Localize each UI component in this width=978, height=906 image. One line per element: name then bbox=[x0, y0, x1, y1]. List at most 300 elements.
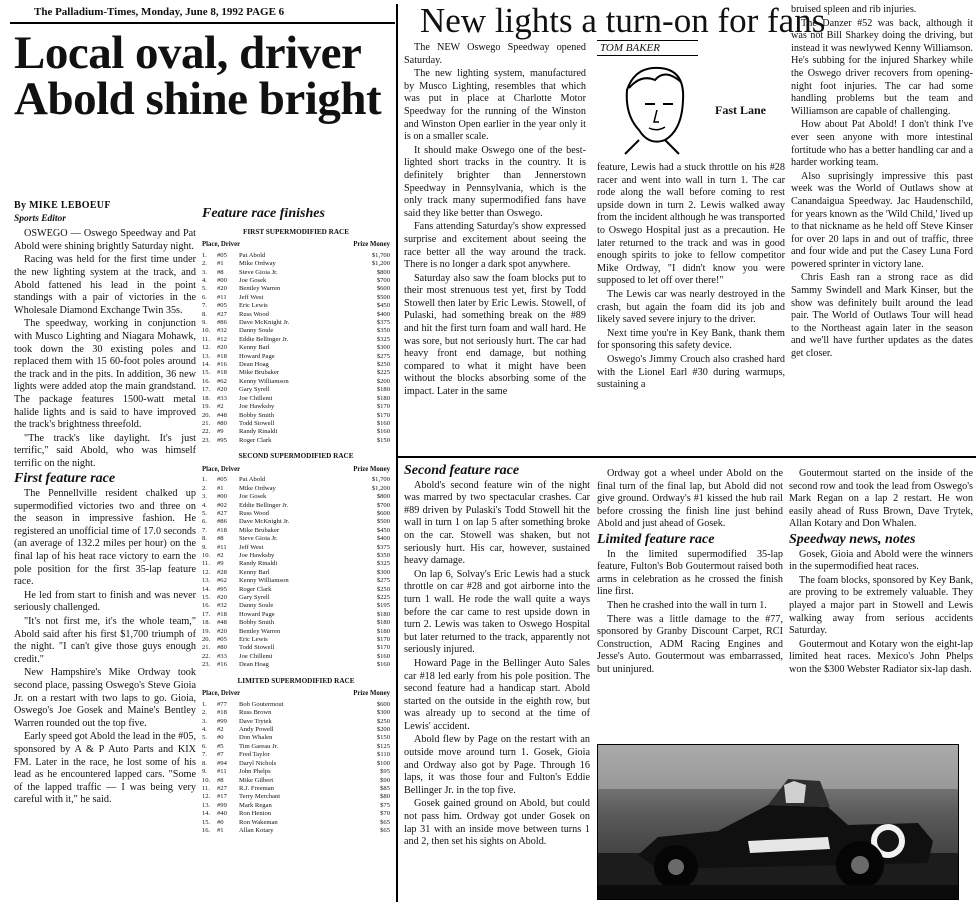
prize-money-cell: $300 bbox=[376, 568, 390, 576]
driver-cell: Allan Kotary bbox=[239, 826, 274, 834]
place-cell: 1. bbox=[202, 700, 207, 708]
subhead-limited-feature: Limited feature race bbox=[597, 531, 715, 547]
place-cell: 7. bbox=[202, 526, 207, 534]
lower-paragraph: Abold's second feature win of the night was marred by two spectacular crashes. Car #89 driven by Pulaski's Todd Stowell hit the wall in turn 1 on lap 5 after something broke on the car. Stowell was shaken, but not seriously hurt. His car, however, sustained heavy damage. bbox=[404, 479, 590, 567]
prize-money-cell: $400 bbox=[376, 535, 390, 543]
place-cell: 10. bbox=[202, 327, 211, 335]
table-row bbox=[202, 269, 390, 277]
car-number-cell: #48 bbox=[217, 619, 227, 627]
driver-cell: Kenny Barl bbox=[239, 344, 270, 352]
lower-paragraph: There was a little damage to the #77, sponsored by Granby Discount Carpet, RCI Construction, ADM Racing Engines and Jesse's Auto. Goutermout was embarrassed, but uninjured. bbox=[597, 613, 783, 675]
driver-cell: Joe Chillemi bbox=[239, 652, 273, 660]
table-row bbox=[202, 294, 390, 302]
lower-paragraph: Howard Page in the Bellinger Auto Sales car #18 led early from his pole position. The second feature had a handicap start. Abold started on the outside in the eighth row, but was already up to second at the time of Lewis' accident. bbox=[404, 657, 590, 732]
place-cell: 2. bbox=[202, 709, 207, 717]
prize-money-cell: $225 bbox=[376, 594, 390, 601]
place-cell: 22. bbox=[202, 652, 211, 660]
driver-cell: Todd Stowell bbox=[239, 644, 275, 652]
prize-money-cell: $250 bbox=[376, 361, 390, 369]
masthead: The Palladium-Times, Monday, June 8, 1992 PAGE 6 bbox=[34, 6, 285, 18]
car-number-cell: #27 bbox=[217, 310, 227, 318]
car-number-cell: #20 bbox=[217, 386, 227, 394]
driver-cell: Ron Henion bbox=[239, 810, 272, 818]
table-row bbox=[202, 569, 390, 577]
car-number-cell: #5 bbox=[217, 742, 224, 750]
lower-col-second-feature bbox=[404, 462, 590, 902]
prize-money-cell: $350 bbox=[376, 327, 390, 335]
table-row bbox=[202, 378, 390, 386]
table-row bbox=[202, 777, 390, 785]
race-title: FIRST SUPERMODIFIED RACE bbox=[242, 227, 350, 236]
prize-money-cell: $195 bbox=[376, 602, 390, 610]
car-number-cell: #0 bbox=[217, 734, 224, 742]
driver-cell: Jeff West bbox=[239, 543, 264, 551]
place-cell: 18. bbox=[202, 394, 211, 402]
driver-cell: Bentley Warren bbox=[239, 627, 281, 635]
car-number-cell: #2 bbox=[217, 726, 224, 734]
driver-cell: Tim Gareau Jr. bbox=[239, 742, 279, 750]
car-number-cell: #18 bbox=[217, 610, 227, 618]
right-paragraph: How about Pat Abold! I don't think I've ever seen anyone with more intestinal fortitude who has a better handling car and a harder working team. bbox=[791, 119, 973, 169]
car-number-cell: #16 bbox=[217, 361, 227, 369]
lower-paragraph: Abold flew by Page on the restart with an outside move around turn 1. Gosek, Gioia and Ordway also got by Page. Through 16 laps, it was those four and Fulton's Eddie Bellinger Jr. in the top five. bbox=[404, 734, 590, 796]
table-row bbox=[202, 412, 390, 420]
driver-cell: Daryl Nichols bbox=[239, 759, 277, 767]
prize-money-cell: $180 bbox=[376, 610, 390, 618]
prize-money-cell: $375 bbox=[376, 319, 390, 327]
driver-cell: Mike Ordway bbox=[239, 260, 276, 268]
subhead-speedway-notes: Speedway news, notes bbox=[789, 531, 916, 547]
car-number-cell: #77 bbox=[217, 700, 227, 708]
car-number-cell: #27 bbox=[217, 509, 227, 517]
place-cell: 13. bbox=[202, 577, 211, 585]
place-cell: 14. bbox=[202, 810, 211, 818]
left-paragraph: "It's not first me, it's the whole team," Abold said after his first $1,700 triumph of the night. "I can't give those guys enough credit." bbox=[14, 616, 196, 665]
place-cell: 5. bbox=[202, 734, 207, 742]
driver-cell: Kenny Williamson bbox=[239, 377, 289, 385]
driver-cell: Eddie Bellinger Jr. bbox=[239, 335, 289, 343]
table-row bbox=[202, 760, 390, 768]
right-col-2 bbox=[597, 162, 785, 452]
place-cell: 14. bbox=[202, 361, 211, 369]
lower-col-notes bbox=[789, 468, 973, 738]
table-row bbox=[202, 420, 390, 428]
byline: By MIKE LEBOEUF bbox=[14, 200, 111, 211]
car-number-cell: #20 bbox=[217, 285, 227, 293]
results-races bbox=[202, 226, 390, 836]
prize-money-cell: $500 bbox=[376, 518, 390, 526]
car-number-cell: #20 bbox=[217, 344, 227, 352]
table-row bbox=[202, 793, 390, 801]
results-header-money: Prize Money bbox=[353, 465, 390, 473]
car-number-cell: #1 bbox=[217, 484, 224, 492]
table-row bbox=[202, 403, 390, 411]
column-logo bbox=[597, 40, 787, 158]
place-cell: 3. bbox=[202, 493, 207, 501]
lower-paragraph: In the limited supermodified 35-lap feature, Fulton's Bob Goutermout raised both arms in celebration as he crossed the finish line first. bbox=[597, 548, 783, 598]
car-number-cell: #2 bbox=[217, 403, 224, 411]
prize-money-cell: $170 bbox=[376, 636, 390, 644]
driver-cell: Mike Brubaker bbox=[239, 526, 280, 534]
car-number-cell: #80 bbox=[217, 644, 227, 652]
table-row bbox=[202, 285, 390, 293]
driver-cell: Joe Chillemi bbox=[239, 394, 273, 402]
prize-money-cell: $225 bbox=[376, 369, 390, 377]
car-number-cell: #1 bbox=[217, 260, 224, 268]
place-cell: 8. bbox=[202, 759, 207, 767]
car-number-cell: #48 bbox=[217, 411, 227, 419]
place-cell: 1. bbox=[202, 251, 207, 259]
lower-paragraph: Goutermout started on the inside of the second row and took the lead from Oswego's Mark Regan on a lap 2 restart. He won easily ahead of Russ Brown, Dave Trytek, Allan Kotary and Don Whalen. bbox=[789, 468, 973, 530]
driver-cell: Kenny Barl bbox=[239, 568, 270, 576]
car-number-cell: #86 bbox=[217, 518, 227, 526]
left-paragraph: OSWEGO — Oswego Speedway and Pat Abold were shining brightly Saturday night. bbox=[14, 228, 196, 252]
prize-money-cell: $170 bbox=[376, 411, 390, 419]
place-cell: 3. bbox=[202, 268, 207, 276]
place-cell: 23. bbox=[202, 661, 211, 669]
driver-cell: Joe Hawksby bbox=[239, 403, 275, 411]
prize-money-cell: $170 bbox=[376, 403, 390, 411]
prize-money-cell: $150 bbox=[376, 436, 390, 444]
driver-cell: Eddie Bellinger Jr. bbox=[239, 501, 289, 509]
prize-money-cell: $800 bbox=[376, 268, 390, 276]
driver-cell: Terry Merchant bbox=[239, 793, 281, 801]
place-cell: 8. bbox=[202, 310, 207, 318]
driver-cell: Steve Gioia Jr. bbox=[239, 535, 278, 543]
car-number-cell: #12 bbox=[217, 335, 227, 343]
prize-money-cell: $375 bbox=[376, 543, 390, 551]
prize-money-cell: $600 bbox=[376, 285, 390, 293]
right-paragraph: Next time you're in Key Bank, thank them for sponsoring this safety device. bbox=[597, 327, 785, 352]
table-row bbox=[202, 802, 390, 810]
prize-money-cell: $700 bbox=[376, 277, 390, 284]
prize-money-cell: $1,700 bbox=[371, 476, 390, 484]
table-row bbox=[202, 768, 390, 776]
table-row bbox=[202, 644, 390, 652]
right-paragraph: The Danzer #52 was back, although it was not Bill Sharkey doing the driving, but instead it was newlywed Kenny Williamson. He's subbing for the injured Sharkey while the Oswego driver recovers from opening-night foot injuries. The car had some handling problems but the team and Williamson are capable of challenging. bbox=[791, 17, 973, 117]
prize-money-cell: $600 bbox=[376, 509, 390, 517]
driver-cell: Howard Page bbox=[239, 352, 275, 360]
table-row bbox=[202, 586, 390, 594]
results-header-money: Prize Money bbox=[353, 241, 390, 249]
car-number-cell: #00 bbox=[217, 277, 227, 284]
driver-cell: Danny Soule bbox=[239, 327, 274, 335]
table-row bbox=[202, 361, 390, 369]
driver-cell: Gary Syrell bbox=[239, 594, 270, 601]
car-number-cell: #11 bbox=[217, 768, 227, 776]
table-row bbox=[202, 718, 390, 726]
prize-money-cell: $160 bbox=[376, 652, 390, 660]
right-paragraph: The Lewis car was nearly destroyed in the crash, but again the foam did its job and likely saved severe injury to the driver. bbox=[597, 288, 785, 326]
driver-cell: Steve Gioia Jr. bbox=[239, 268, 278, 276]
driver-cell: Bob Goutermout bbox=[239, 700, 284, 708]
car-number-cell: #32 bbox=[217, 602, 227, 610]
place-cell: 4. bbox=[202, 501, 207, 509]
place-cell: 11. bbox=[202, 784, 210, 792]
left-paragraph: "The track's like daylight. It's just terrific," said Abold, who was himself terrific on the night. bbox=[14, 432, 196, 469]
driver-cell: Eric Lewis bbox=[239, 302, 268, 310]
place-cell: 12. bbox=[202, 344, 211, 352]
table-row bbox=[202, 302, 390, 310]
table-row bbox=[202, 395, 390, 403]
subhead-first-feature: First feature race bbox=[14, 471, 116, 487]
driver-cell: Mike Brubaker bbox=[239, 369, 280, 377]
car-number-cell: #8 bbox=[217, 535, 224, 543]
car-number-cell: #05 bbox=[217, 636, 227, 644]
lower-paragraph: Then he crashed into the wall in turn 1. bbox=[607, 599, 767, 611]
place-cell: 4. bbox=[202, 277, 207, 284]
place-cell: 14. bbox=[202, 585, 211, 593]
prize-money-cell: $350 bbox=[376, 551, 390, 559]
table-row bbox=[202, 785, 390, 793]
place-cell: 9. bbox=[202, 319, 207, 327]
prize-money-cell: $700 bbox=[376, 501, 390, 509]
place-cell: 21. bbox=[202, 644, 211, 652]
place-cell: 12. bbox=[202, 568, 211, 576]
results-header-place: Place, Driver bbox=[202, 465, 241, 473]
prize-money-cell: $325 bbox=[376, 335, 390, 343]
driver-cell: Mike Ordway bbox=[239, 484, 276, 492]
place-cell: 6. bbox=[202, 518, 207, 526]
driver-cell: Don Whalen bbox=[239, 734, 273, 742]
table-row bbox=[202, 611, 390, 619]
table-row bbox=[202, 252, 390, 260]
table-row bbox=[202, 527, 390, 535]
place-cell: 5. bbox=[202, 509, 207, 517]
car-number-cell: #80 bbox=[217, 419, 227, 427]
driver-cell: Pat Abold bbox=[239, 476, 266, 484]
left-headline: Local oval, driver Abold shine bright bbox=[14, 27, 382, 125]
prize-money-cell: $1,700 bbox=[371, 251, 390, 259]
table-row bbox=[202, 260, 390, 268]
place-cell: 17. bbox=[202, 386, 211, 394]
driver-cell: Dean Hoag bbox=[239, 661, 269, 669]
lower-paragraph: The foam blocks, sponsored by Key Bank, are proving to be extremely valuable. They played a major part in Stowell and Lewis walking away from serious accidents Saturday. bbox=[789, 574, 973, 637]
table-row bbox=[202, 319, 390, 327]
car-number-cell: #94 bbox=[217, 759, 227, 767]
car-number-cell: #16 bbox=[217, 661, 227, 669]
car-number-cell: #05 bbox=[217, 476, 227, 484]
place-cell: 1. bbox=[202, 476, 207, 484]
right-paragraph: Saturday also saw the foam blocks put to their most strenuous test yet, first by Todd Stowell then later by Eric Lewis. Stowell, of Pulaski, had something break on the #89 and hit the first turn foam and wall hard. He was sore, but not seriously hurt. The car had heavy front end damage, but nothing compared to what it might have been without the blocks absorbing some of the impact. Later in the same bbox=[404, 272, 586, 398]
driver-cell: Fred Taylor bbox=[239, 751, 270, 759]
driver-cell: R.J. Freeman bbox=[239, 784, 274, 792]
left-paragraph: He led from start to finish and was never seriously challenged. bbox=[14, 589, 196, 614]
car-number-cell: #17 bbox=[217, 793, 227, 801]
driver-cell: Todd Stowell bbox=[239, 419, 275, 427]
prize-money-cell: $110 bbox=[377, 751, 390, 759]
left-paragraph: The Pennellville resident chalked up supermodified victories two and three on the season in impressive fashion. He registered an unofficial time of 17.0 seconds (an average of 132.2 miles per hour) on the final lap of his heat race victory to earn the pole position for the first 35-lap feature race. bbox=[14, 488, 196, 588]
place-cell: 15. bbox=[202, 594, 211, 601]
place-cell: 12. bbox=[202, 793, 211, 801]
table-row bbox=[202, 386, 390, 394]
prize-money-cell: $300 bbox=[376, 344, 390, 352]
driver-cell: Bobby Smith bbox=[239, 411, 274, 419]
results-title: Feature race finishes bbox=[202, 208, 325, 221]
right-paragraph: feature, Lewis had a stuck throttle on his #28 racer and went into wall in turn 1. The car rode along the wall before coming to rest upside down in turn 2. Lewis walked away from the incident although he was transported to Oswego Hospital just as a precaution. He later returned to the track and was in good enough spirits to joke to fellow competitor Mike Ordway, "I didn't know you were supposed to let off over there!" bbox=[597, 162, 785, 287]
place-cell: 23. bbox=[202, 436, 211, 444]
table-row bbox=[202, 535, 390, 543]
right-paragraph: Chris Eash ran a strong race as did Sammy Swindell and Mark Kinser, but the show was definitely built around the lead pair. The World of Outlaws Tour will head to the Northeast again later in the season and we'll have further updates as the dates get closer. bbox=[791, 272, 973, 360]
right-col-3 bbox=[791, 4, 973, 452]
table-row bbox=[202, 701, 390, 709]
car-number-cell: #95 bbox=[217, 436, 227, 444]
car-number-cell: #40 bbox=[217, 810, 227, 818]
table-row bbox=[202, 502, 390, 510]
table-row bbox=[202, 827, 390, 835]
car-number-cell: #99 bbox=[217, 717, 227, 725]
place-cell: 21. bbox=[202, 419, 211, 427]
race-car-image bbox=[598, 745, 958, 899]
car-number-cell: #33 bbox=[217, 652, 227, 660]
table-row bbox=[202, 437, 390, 445]
prize-money-cell: $95 bbox=[380, 768, 390, 776]
table-row bbox=[202, 734, 390, 742]
car-number-cell: #95 bbox=[217, 585, 227, 593]
prize-money-cell: $275 bbox=[376, 577, 390, 585]
left-paragraph: Racing was held for the first time under the new lighting system at the track, and Abold fattened his lead in the point standings with a pair of victories in the Wholesale Diamond Exchange Twin 35s. bbox=[14, 254, 196, 316]
table-row bbox=[202, 560, 390, 568]
place-cell: 16. bbox=[202, 377, 211, 385]
car-number-cell: #11 bbox=[217, 293, 227, 301]
car-number-cell: #18 bbox=[217, 709, 227, 717]
table-row bbox=[202, 344, 390, 352]
place-cell: 3. bbox=[202, 717, 207, 725]
table-row bbox=[202, 819, 390, 827]
prize-money-cell: $300 bbox=[376, 709, 390, 717]
prize-money-cell: $80 bbox=[380, 793, 390, 801]
results-table bbox=[202, 476, 390, 669]
place-cell: 22. bbox=[202, 428, 211, 436]
column-tag: Fast Lane bbox=[715, 103, 766, 117]
table-row bbox=[202, 336, 390, 344]
place-cell: 2. bbox=[202, 260, 207, 268]
lower-col-limited bbox=[597, 468, 783, 738]
driver-cell: Russ Wood bbox=[239, 509, 269, 517]
place-cell: 19. bbox=[202, 627, 211, 635]
driver-cell: Roger Clark bbox=[239, 585, 272, 593]
car-number-cell: #7 bbox=[217, 751, 224, 759]
driver-cell: Randy Rinaldi bbox=[239, 428, 278, 436]
driver-cell: Russ Brown bbox=[239, 709, 272, 717]
race-title: SECOND SUPERMODIFIED RACE bbox=[238, 452, 354, 461]
driver-cell: Dave Trytek bbox=[239, 717, 272, 725]
right-headline: New lights a turn-on for fans bbox=[420, 1, 826, 40]
car-number-cell: #32 bbox=[217, 327, 227, 335]
driver-cell: Bobby Smith bbox=[239, 619, 274, 627]
car-number-cell: #9 bbox=[217, 428, 224, 436]
prize-money-cell: $600 bbox=[376, 700, 390, 708]
place-cell: 6. bbox=[202, 742, 207, 750]
car-number-cell: #20 bbox=[217, 594, 227, 601]
driver-cell: Ron Wakeman bbox=[239, 818, 278, 826]
right-paragraph: The NEW Oswego Speedway opened Saturday. bbox=[404, 42, 586, 66]
car-number-cell: #33 bbox=[217, 394, 227, 402]
table-row bbox=[202, 751, 390, 759]
place-cell: 9. bbox=[202, 768, 207, 776]
place-cell: 20. bbox=[202, 636, 211, 644]
prize-money-cell: $1,200 bbox=[371, 260, 390, 268]
driver-cell: Joe Gosek bbox=[239, 277, 267, 284]
lower-paragraph: On lap 6, Solvay's Eric Lewis had a stuck throttle on car #28 and got airborne into the turn 1 wall. He rode the wall quite a ways before the car came to rest upside down in turn 2. Lewis was taken to Oswego Hospital but later returned to the track, apparently not seriously injured. bbox=[404, 568, 590, 656]
car-number-cell: #20 bbox=[217, 627, 227, 635]
table-row bbox=[202, 594, 390, 602]
driver-cell: Roger Clark bbox=[239, 436, 272, 444]
driver-cell: Joe Hawksby bbox=[239, 551, 275, 559]
prize-money-cell: $500 bbox=[376, 293, 390, 301]
prize-money-cell: $450 bbox=[376, 302, 390, 310]
driver-cell: Kenny Williamson bbox=[239, 577, 289, 585]
car-number-cell: #0 bbox=[217, 818, 224, 826]
table-row bbox=[202, 327, 390, 335]
prize-money-cell: $85 bbox=[380, 784, 390, 792]
car-number-cell: #62 bbox=[217, 577, 227, 585]
section-divider bbox=[398, 456, 976, 458]
prize-money-cell: $90 bbox=[380, 776, 390, 784]
car-number-cell: #8 bbox=[217, 776, 224, 784]
place-cell: 15. bbox=[202, 818, 211, 826]
prize-money-cell: $325 bbox=[376, 560, 390, 568]
table-row bbox=[202, 619, 390, 627]
results-header bbox=[202, 464, 390, 477]
place-cell: 8. bbox=[202, 535, 207, 543]
place-cell: 10. bbox=[202, 551, 211, 559]
car-number-cell: #1 bbox=[217, 826, 224, 834]
car-number-cell: #18 bbox=[217, 526, 227, 534]
table-row bbox=[202, 743, 390, 751]
car-number-cell: #11 bbox=[217, 543, 227, 551]
car-number-cell: #86 bbox=[217, 319, 227, 327]
car-number-cell: #18 bbox=[217, 369, 227, 377]
lower-paragraph: Goutermout and Kotary won the eight-lap limited heat races. Mexico's John Phelps won the $300 Webster Radiator six-lap dash. bbox=[789, 638, 973, 675]
right-paragraph: The new lighting system, manufactured by Musco Lighting, resembles that which was put in place at Charlotte Motor Speedway for the running of the Winston and Winston Open earlier in the year only it is on a smaller scale. bbox=[404, 68, 586, 143]
left-paragraph: Early speed got Abold the lead in the #05, sponsored by A & P Auto Parts and KIX FM. Later in the race, he lost some of his lead as he encountered lapped cars. "Some of the lapped traffic — I was being very careful with it," he said. bbox=[14, 731, 196, 806]
car-number-cell: #00 bbox=[217, 493, 227, 501]
left-paragraph: New Hampshire's Mike Ordway took second place, passing Oswego's Steve Gioia Jr. on a restart with two laps to go. Gioia, Oswego's Joe Gosek and Maine's Bentley Warren rounded out the top five. bbox=[14, 667, 196, 729]
car-number-cell: #28 bbox=[217, 568, 227, 576]
prize-money-cell: $65 bbox=[380, 818, 390, 826]
table-row bbox=[202, 369, 390, 377]
prize-money-cell: $450 bbox=[376, 526, 390, 534]
prize-money-cell: $160 bbox=[376, 419, 390, 427]
driver-cell: Joe Gosek bbox=[239, 493, 267, 501]
table-row bbox=[202, 485, 390, 493]
subhead-second-feature: Second feature race bbox=[404, 463, 520, 478]
place-cell: 18. bbox=[202, 619, 211, 627]
place-cell: 7. bbox=[202, 302, 207, 310]
table-row bbox=[202, 552, 390, 560]
prize-money-cell: $180 bbox=[376, 386, 390, 394]
car-number-cell: #8 bbox=[217, 268, 224, 276]
table-row bbox=[202, 277, 390, 285]
columnist-sketch-icon bbox=[605, 60, 705, 155]
table-row bbox=[202, 493, 390, 501]
results-box bbox=[202, 208, 390, 898]
prize-money-cell: $160 bbox=[376, 428, 390, 436]
table-row bbox=[202, 311, 390, 319]
table-row bbox=[202, 661, 390, 669]
place-cell: 10. bbox=[202, 776, 211, 784]
prize-money-cell: $65 bbox=[380, 826, 390, 834]
car-number-cell: #62 bbox=[217, 377, 227, 385]
right-col-1 bbox=[404, 42, 586, 452]
prize-money-cell: $125 bbox=[376, 742, 390, 750]
place-cell: 2. bbox=[202, 484, 207, 492]
table-row bbox=[202, 544, 390, 552]
results-table bbox=[202, 252, 390, 445]
prize-money-cell: $180 bbox=[376, 619, 390, 627]
driver-cell: Dave McKnight Jr. bbox=[239, 518, 290, 526]
